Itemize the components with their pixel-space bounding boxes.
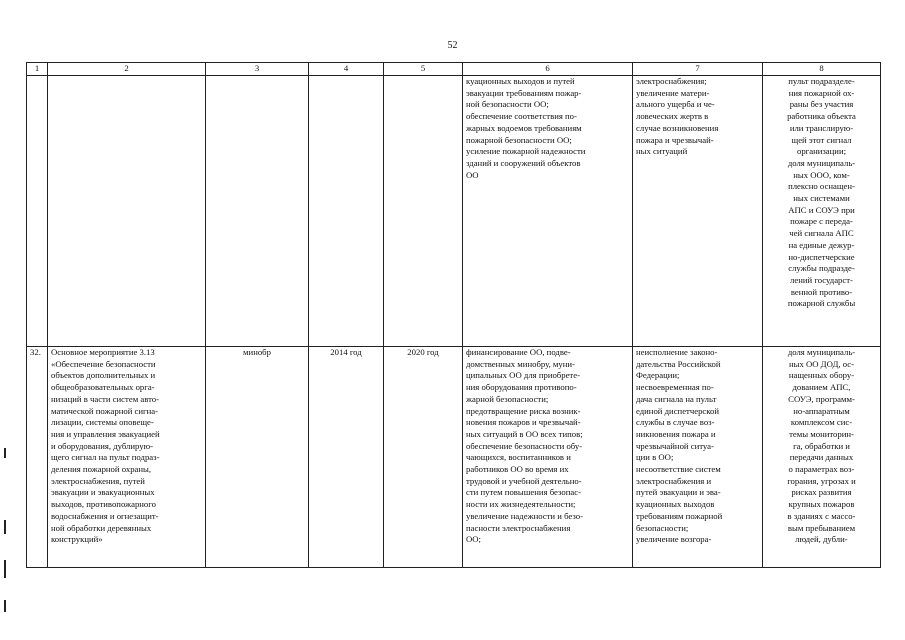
scan-margin-mark (4, 600, 6, 612)
cell-start-year: 2014 год (309, 347, 384, 568)
cell-text-line: пожарной безопасности ОО; (466, 134, 572, 145)
cell-text-line: электроснабжения и (636, 475, 712, 486)
cell-number: 32. (27, 347, 48, 568)
cell-text-line: конструкций» (51, 534, 103, 545)
cell-text-line: ной обработки деревянных (51, 522, 152, 533)
cell-text-line: доля муниципаль- (787, 347, 856, 357)
cell-text-line: организации; (796, 146, 847, 157)
header-col-5: 5 (384, 63, 463, 76)
cell-text-line: увеличение надежности и безо- (466, 510, 583, 521)
cell-text-line: ципальных ОО для приобрете- (466, 370, 580, 381)
header-col-4: 4 (309, 63, 384, 76)
cell-text-line: крупных пожаров (788, 499, 855, 510)
cell-text-line: пульт подразделе- (788, 76, 855, 86)
cell-executor: минобр (206, 347, 309, 568)
cell-text-line: ОО (466, 169, 479, 180)
cell-lines (766, 347, 877, 546)
cell-text-line: «Обеспечение безопасности (51, 358, 156, 369)
cell-text-line: куационных выходов и путей (466, 76, 575, 86)
cell-text-line: и оборудования, дублирую- (51, 440, 153, 451)
page-number: 52 (447, 40, 458, 51)
header-col-2: 2 (48, 63, 206, 76)
cell-lines (51, 347, 202, 546)
cell-number (27, 76, 48, 347)
cell-text-line: щей этот сигнал (791, 134, 852, 145)
cell-measure-name (48, 347, 206, 568)
cell-text-line: передачи данных (789, 452, 854, 463)
cell-text-line: жарной безопасности; (466, 393, 549, 404)
cell-text-line: деления пожарной охраны, (51, 464, 152, 475)
cell-text-line: ального ущерба и че- (636, 99, 715, 110)
cell-text-line: СОУЭ, программ- (788, 393, 855, 404)
scan-margin-mark (4, 448, 6, 458)
cell-indicator (763, 347, 881, 568)
cell-consequences (633, 76, 763, 347)
header-col-1: 1 (27, 63, 48, 76)
header-col-3: 3 (206, 63, 309, 76)
cell-text-line: обеспечение безопасности обу- (466, 440, 583, 451)
cell-text-line: дательства Российской (636, 358, 721, 369)
cell-text-line: горания, угрозах и (787, 475, 856, 486)
cell-text-line: или транслирую- (789, 122, 854, 133)
cell-text-line: дача сигнала на пульт (636, 393, 717, 404)
cell-text-line: чрезвычайной ситуа- (636, 440, 714, 451)
cell-text-line: единой диспетчерской (636, 405, 720, 416)
cell-indicator (763, 76, 881, 347)
cell-text-line: никновения пожара и (636, 428, 716, 439)
cell-text-line: ности их жизнедеятельности; (466, 499, 576, 510)
cell-text-line: увеличение матери- (636, 87, 710, 98)
cell-start-year (309, 76, 384, 347)
cell-text-line: общеобразовательных орга- (51, 382, 155, 393)
cell-text-line: ния и управления эвакуацией (51, 428, 160, 439)
cell-text-line: Федерации; (636, 370, 680, 381)
cell-end-year: 2020 год (384, 347, 463, 568)
cell-text-line: Основное мероприятие 3.13 (51, 347, 155, 357)
cell-text-line: о параметрах воз- (788, 464, 855, 475)
cell-text-line: сти путем повышения безопас- (466, 487, 581, 498)
cell-text-line: ных ситуаций (636, 146, 688, 157)
header-col-6: 6 (463, 63, 633, 76)
cell-text-line: на единые дежур- (788, 239, 855, 250)
cell-text-line: ных ситуаций в ОО всех типов; (466, 428, 583, 439)
cell-text-line: неисполнение законо- (636, 347, 718, 357)
cell-text-line: нащенных обору- (788, 370, 855, 381)
cell-text-line: плексно оснащен- (788, 181, 855, 192)
cell-text-line: куационных выходов (636, 499, 715, 510)
measures-table (26, 62, 881, 568)
cell-text-line: пожара и чрезвычай- (636, 134, 714, 145)
cell-text-line: вым пребыванием (787, 522, 856, 533)
cell-text-line: но-аппаратным (793, 405, 850, 416)
cell-lines (466, 76, 629, 181)
cell-consequences (633, 347, 763, 568)
cell-text-line: увеличение возгора- (636, 534, 712, 545)
cell-executor (206, 76, 309, 347)
cell-text-line: выходов, противопожарного (51, 499, 156, 510)
cell-text-line: комплексом сис- (790, 417, 853, 428)
cell-text-line: усиление пожарной надежности (466, 146, 586, 157)
cell-lines (766, 76, 877, 310)
cell-text-line: ных системами (793, 193, 850, 204)
cell-text-line: обеспечение соответствия по- (466, 111, 577, 122)
cell-text-line: ной безопасности ОО; (466, 99, 549, 110)
cell-text-line: несоответствие систем (636, 464, 721, 475)
scan-margin-mark (4, 520, 6, 534)
cell-text-line: доля муниципаль- (787, 157, 856, 168)
header-row (27, 63, 881, 76)
cell-expected-result (463, 76, 633, 347)
header-col-8: 8 (763, 63, 881, 76)
cell-text-line: дованием АПС, (792, 382, 851, 393)
cell-text-line: работника объекта (787, 111, 856, 122)
cell-text-line: людей, дубли- (795, 534, 848, 545)
cell-text-line: низаций в части систем авто- (51, 393, 160, 404)
cell-text-line: ции в ОО; (636, 452, 674, 463)
cell-text-line: га, обработки и (793, 440, 850, 451)
cell-text-line: объектов дополнительных и (51, 370, 156, 381)
cell-text-line: водоснабжения и огнезащит- (51, 510, 159, 521)
cell-text-line: эвакуации и эвакуационных (51, 487, 155, 498)
cell-text-line: службы в случае воз- (636, 417, 715, 428)
cell-text-line: службы подразде- (788, 263, 855, 274)
cell-text-line: ОО; (466, 534, 481, 545)
cell-text-line: ных ООО, ком- (793, 169, 850, 180)
table-row-32 (27, 347, 881, 568)
cell-text-line: путей эвакуации и эва- (636, 487, 721, 498)
cell-lines (636, 76, 759, 158)
cell-text-line: новения пожаров и чрезвычай- (466, 417, 581, 428)
cell-text-line: предотвращение риска возник- (466, 405, 581, 416)
cell-text-line: трудовой и учебной деятельно- (466, 475, 582, 486)
cell-text-line: лений государст- (790, 274, 853, 285)
cell-text-line: лизации, системы оповеще- (51, 417, 154, 428)
cell-text-line: требованиям пожарной (636, 510, 723, 521)
cell-text-line: ловеческих жертв в (636, 111, 709, 122)
cell-text-line: матической пожарной сигна- (51, 405, 159, 416)
cell-measure-name (48, 76, 206, 347)
cell-text-line: жарных водоемов требованиям (466, 122, 582, 133)
cell-text-line: ния пожарной ох- (788, 87, 855, 98)
cell-text-line: финансирование ОО, подве- (466, 347, 571, 357)
cell-expected-result (463, 347, 633, 568)
cell-text-line: зданий и сооружений объектов (466, 157, 581, 168)
cell-text-line: ния оборудования противопо- (466, 382, 577, 393)
cell-text-line: чей сигнала АПС (789, 228, 854, 239)
cell-text-line: АПС и СОУЭ при (788, 204, 855, 215)
cell-text-line: ных ОО ДОД, ос- (788, 358, 855, 369)
cell-text-line: пожаре с переда- (790, 216, 853, 227)
cell-text-line: случае возникновения (636, 122, 719, 133)
cell-end-year (384, 76, 463, 347)
cell-text-line: эвакуации требованиям пожар- (466, 87, 582, 98)
cell-lines (466, 347, 629, 546)
cell-text-line: пожарной службы (787, 298, 856, 309)
cell-text-line: работников ОО во время их (466, 464, 569, 475)
cell-text-line: щего сигнал на пульт подраз- (51, 452, 160, 463)
cell-text-line: электроснабжения; (636, 76, 707, 86)
cell-text-line: электроснабжения, путей (51, 475, 145, 486)
cell-text-line: в зданиях с массо- (787, 510, 856, 521)
cell-text-line: чающихся, воспитанников и (466, 452, 571, 463)
cell-text-line: рисках развития (791, 487, 852, 498)
scan-margin-mark (4, 560, 6, 578)
cell-lines (636, 347, 759, 546)
cell-text-line: но-диспетчерские (788, 251, 855, 262)
cell-text-line: домственных минобру, муни- (466, 358, 575, 369)
cell-text-line: венной противо- (790, 286, 853, 297)
cell-text-line: пасности электроснабжения (466, 522, 571, 533)
table-row-continued (27, 76, 881, 347)
cell-text-line: несвоевременная по- (636, 382, 714, 393)
header-col-7: 7 (633, 63, 763, 76)
cell-text-line: раны без участия (789, 99, 854, 110)
cell-text-line: темы мониторин- (789, 428, 854, 439)
cell-text-line: безопасности; (636, 522, 689, 533)
